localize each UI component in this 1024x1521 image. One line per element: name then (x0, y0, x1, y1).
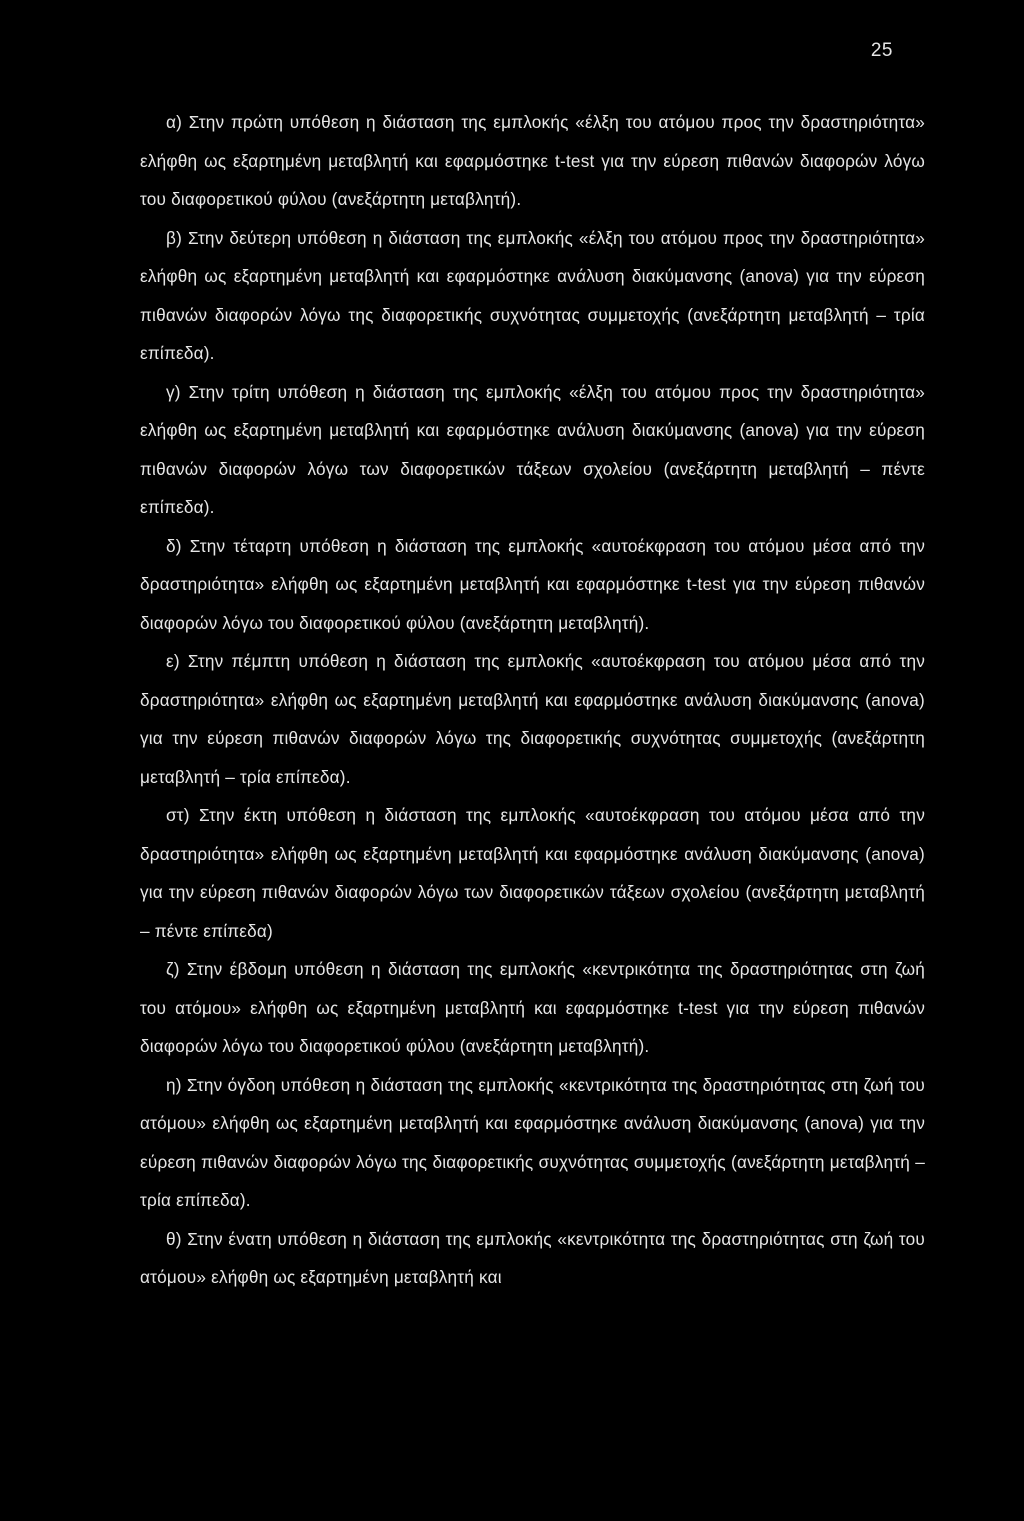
paragraph-hypothesis-b: β) Στην δεύτερη υπόθεση η διάσταση της εμπλοκής «έλξη του ατόμου προς την δραστηριότητα» ελήφθη ως εξαρτημένη μεταβλητή και εφαρμόστηκε ανάλυση διακύμανσης (anova) για την εύρεση πιθανών διαφορών λόγω της διαφορετικής συχνότητας συμμετοχής (ανεξάρτητη μεταβλητή – τρία επίπεδα). (140, 227, 925, 363)
paragraph-hypothesis-d: δ) Στην τέταρτη υπόθεση η διάσταση της εμπλοκής «αυτοέκφραση του ατόμου μέσα από την δραστηριότητα» ελήφθη ως εξαρτημένη μεταβλητή και εφαρμόστηκε t-test για την εύρεση πιθανών διαφορών λόγω του διαφορετικού φύλου (ανεξάρτητη μεταβλητή). (140, 535, 925, 633)
paragraph-hypothesis-c: γ) Στην τρίτη υπόθεση η διάσταση της εμπλοκής «έλξη του ατόμου προς την δραστηριότητα» ελήφθη ως εξαρτημένη μεταβλητή και εφαρμόστηκε ανάλυση διακύμανσης (anova) για την εύρεση πιθανών διαφορών λόγω των διαφορετικών τάξεων σχολείου (ανεξάρτητη μεταβλητή – πέντε επίπεδα). (140, 381, 925, 517)
paragraph-hypothesis-f: στ) Στην έκτη υπόθεση η διάσταση της εμπλοκής «αυτοέκφραση του ατόμου μέσα από την δραστηριότητα» ελήφθη ως εξαρτημένη μεταβλητή και εφαρμόστηκε ανάλυση διακύμανσης (anova) για την εύρεση πιθανών διαφορών λόγω των διαφορετικών τάξεων σχολείου (ανεξάρτητη μεταβλητή – πέντε επίπεδα) (140, 805, 925, 941)
paragraph-hypothesis-i: θ) Στην ένατη υπόθεση η διάσταση της εμπλοκής «κεντρικότητα της δραστηριότητας στη ζωή του ατόμου» ελήφθη ως εξαρτημένη μεταβλητή και (140, 1228, 925, 1287)
paragraph-hypothesis-h: η) Στην όγδοη υπόθεση η διάσταση της εμπλοκής «κεντρικότητα της δραστηριότητας στη ζωή του ατόμου» ελήφθη ως εξαρτημένη μεταβλητή και εφαρμόστηκε ανάλυση διακύμανσης (anova) για την εύρεση πιθανών διαφορών λόγω της διαφορετικής συχνότητας συμμετοχής (ανεξάρτητη μεταβλητή – τρία επίπεδα). (140, 1074, 925, 1210)
paragraph-hypothesis-g: ζ) Στην έβδομη υπόθεση η διάσταση της εμπλοκής «κεντρικότητα της δραστηριότητας στη ζωή του ατόμου» ελήφθη ως εξαρτημένη μεταβλητή και εφαρμόστηκε t-test για την εύρεση πιθανών διαφορών λόγω του διαφορετικού φύλου (ανεξάρτητη μεταβλητή). (140, 959, 925, 1056)
paragraph-hypothesis-a: α) Στην πρώτη υπόθεση η διάσταση της εμπλοκής «έλξη του ατόμου προς την δραστηριότητα» ελήφθη ως εξαρτημένη μεταβλητή και εφαρμόστηκε t-test για την εύρεση πιθανών διαφορών λόγω του διαφορετικού φύλου (ανεξάρτητη μεταβλητή). (140, 112, 925, 209)
paragraph-hypothesis-e: ε) Στην πέμπτη υπόθεση η διάσταση της εμπλοκής «αυτοέκφραση του ατόμου μέσα από την δραστηριότητα» ελήφθη ως εξαρτημένη μεταβλητή και εφαρμόστηκε ανάλυση διακύμανσης (anova) για την εύρεση πιθανών διαφορών λόγω της διαφορετικής συχνότητας συμμετοχής (ανεξάρτητη μεταβλητή – τρία επίπεδα). (140, 651, 925, 787)
document-body (140, 103, 925, 1297)
page-number: 25 (870, 40, 893, 61)
